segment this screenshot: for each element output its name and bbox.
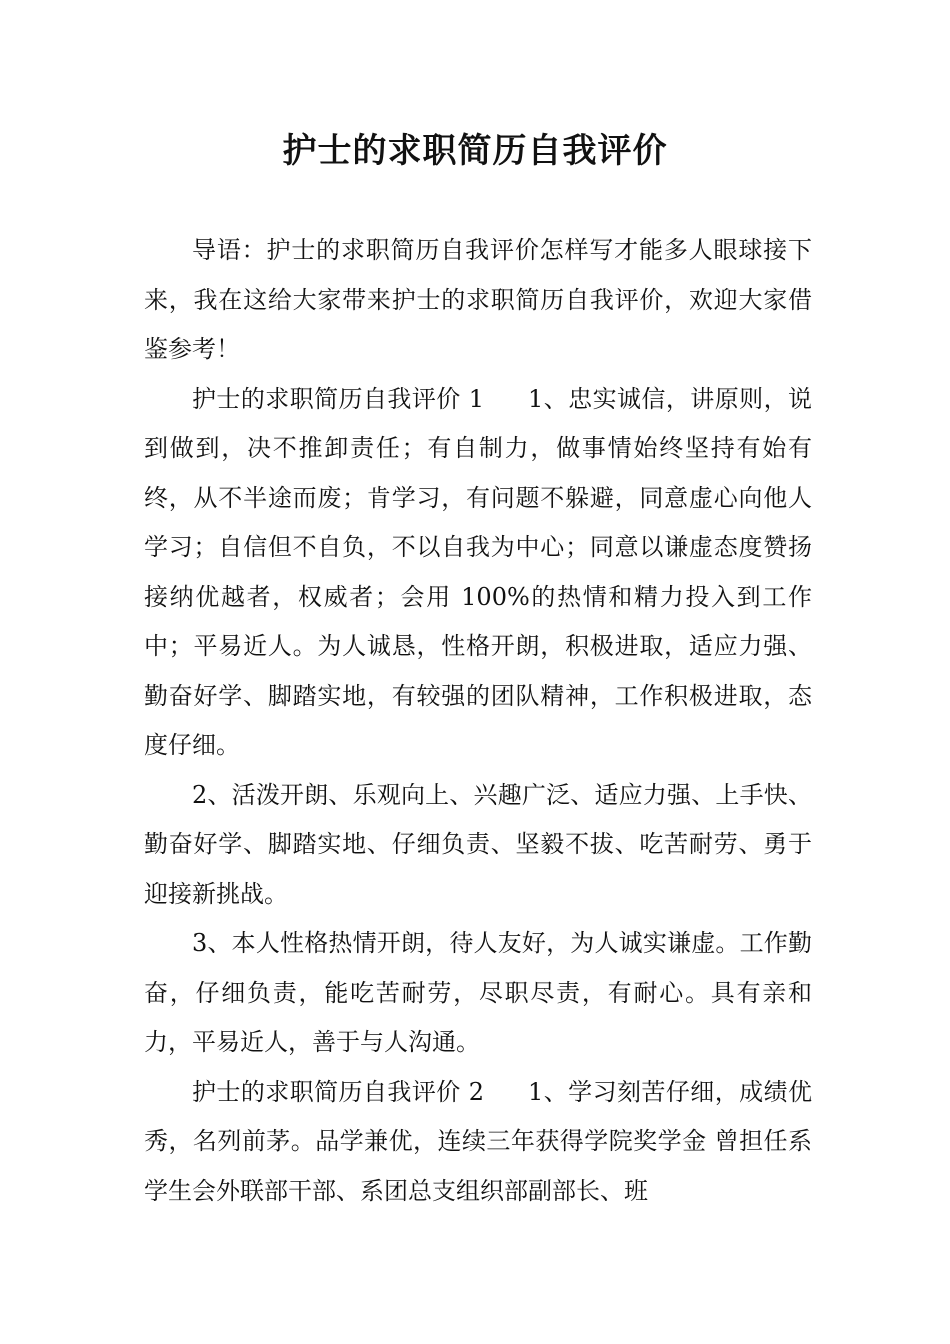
section-1-text-1: 1、忠实诚信，讲原则，说到做到，决不推卸责任；有自制力，做事情始终坚持有始有终，从不半途而废；肯学习，有问题不躲避，同意虚心向他人学习；自信但不自负，不以自我为中心；同意以谦虚态度赞扬接纳优越者，权威者；会用 100%的热情和精力投入到工作中；平易近人。为人诚恳，性格开朗，积极进取，适应力强、勤奋好学、脚踏实地，有较强的团队精神，工作积极进取，态度仔细。 [144, 384, 812, 759]
section-1-paragraph-2 [144, 771, 812, 920]
intro-text: 导语：护士的求职简历自我评价怎样写才能多人眼球接下来，我在这给大家带来护士的求职简历自我评价，欢迎大家借鉴参考！ [144, 236, 812, 363]
section-2-paragraph-1 [144, 1068, 812, 1217]
section-1-paragraph-1 [144, 375, 812, 771]
section-2-text-1: 1、学习刻苦仔细，成绩优秀，名列前茅。品学兼优，连续三年获得学院奖学金 曾担任系学生会外联部干部、系团总支组织部副部长、班 [144, 1077, 812, 1205]
intro-paragraph [144, 226, 812, 375]
section-1-heading: 护士的求职简历自我评价 1 [192, 384, 485, 413]
section-1-paragraph-3 [144, 919, 812, 1068]
document-body [144, 226, 812, 1216]
section-1-text-3: 3、本人性格热情开朗，待人友好，为人诚实谦虚。工作勤奋，仔细负责，能吃苦耐劳，尽职尽责，有耐心。具有亲和力，平易近人，善于与人沟通。 [144, 929, 812, 1056]
document-title: 护士的求职简历自我评价 [282, 131, 668, 171]
section-1-text-2: 2、活泼开朗、乐观向上、兴趣广泛、适应力强、上手快、勤奋好学、脚踏实地、仔细负责、坚毅不拔、吃苦耐劳、勇于迎接新挑战。 [144, 780, 812, 908]
section-2-heading: 护士的求职简历自我评价 2 [192, 1077, 485, 1106]
